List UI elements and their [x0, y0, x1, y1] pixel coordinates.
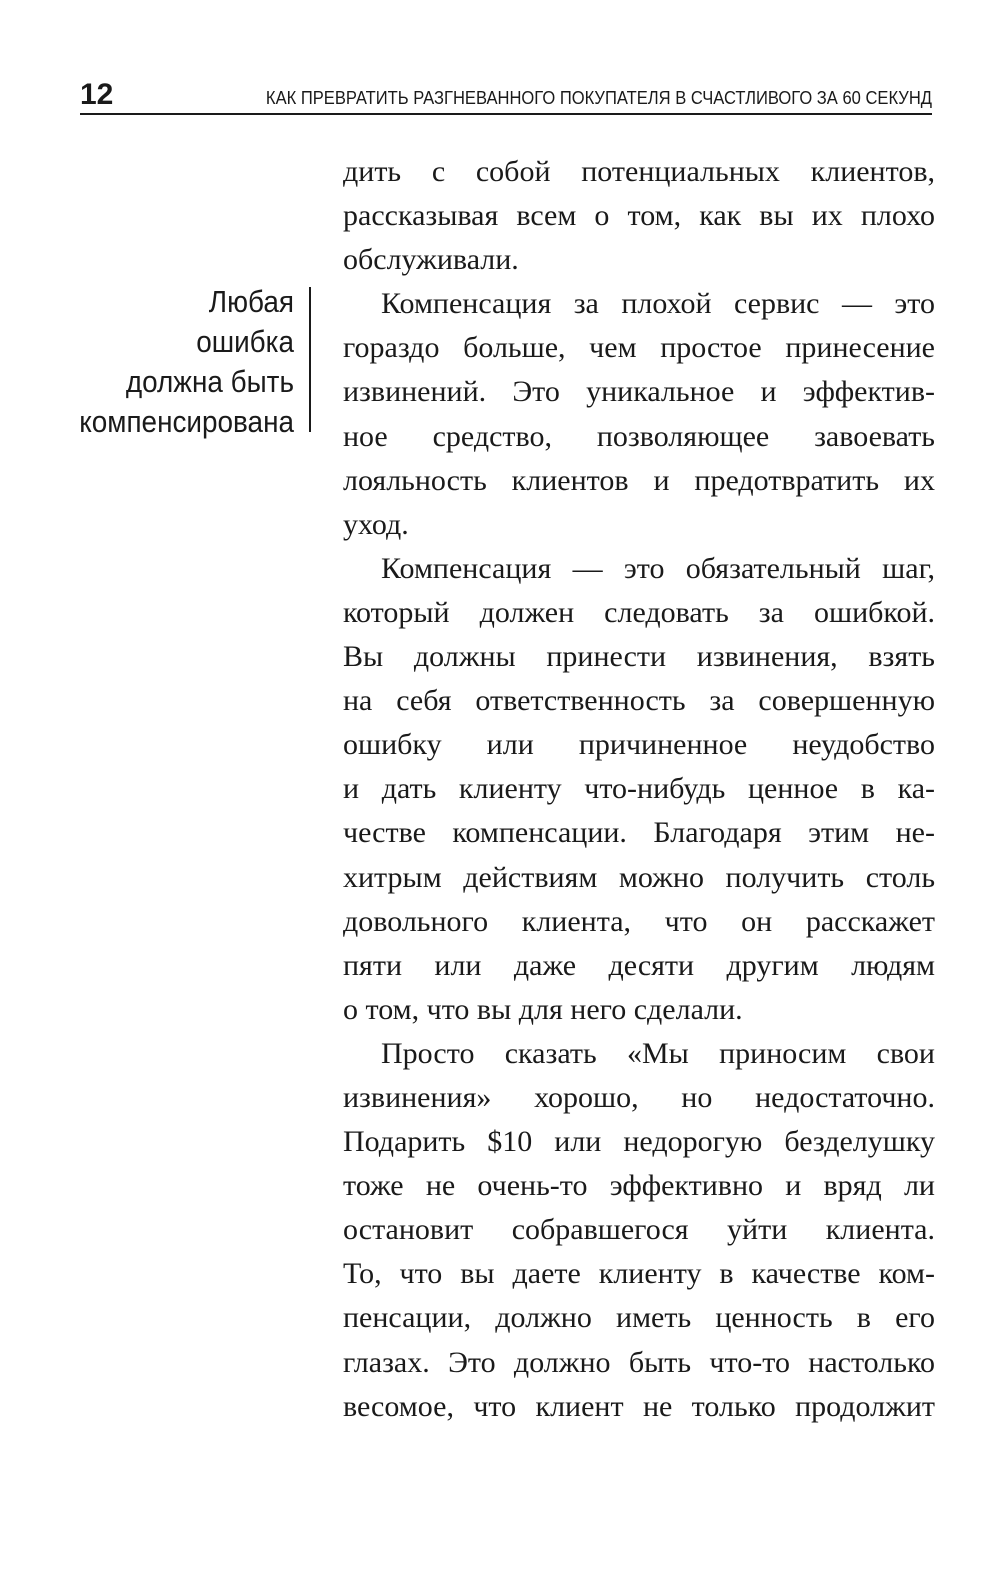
margin-note-rule: [309, 287, 311, 432]
body-line: обслуживали.: [343, 243, 519, 277]
margin-note-line: Любая: [208, 284, 294, 319]
body-line: пяти или даже десяти другим людям: [343, 948, 935, 982]
body-line: извинения» хорошо, но недостаточно.: [343, 1080, 935, 1114]
body-line: остановит собравшегося уйти клиента.: [343, 1213, 935, 1247]
body-line: на себя ответственность за совершенную: [343, 684, 935, 718]
body-line: который должен следовать за ошибкой.: [343, 595, 935, 629]
body-line: То, что вы даете клиенту в качестве ком-: [343, 1257, 935, 1291]
body-line: Подарить $10 или недорогую безделушку: [343, 1125, 935, 1159]
body-line: о том, что вы для него сделали.: [343, 992, 743, 1026]
margin-note-line: должна быть: [125, 364, 294, 399]
body-line: и дать клиенту что-нибудь ценное в ка-: [343, 772, 935, 806]
body-text: [343, 150, 935, 1429]
margin-note-line: компенсирована: [79, 404, 294, 439]
body-line: уход.: [343, 507, 409, 541]
running-title: КАК ПРЕВРАТИТЬ РАЗГНЕВАННОГО ПОКУПАТЕЛЯ В СЧАСТЛИВОГО ЗА 60 СЕКУНД: [265, 88, 932, 108]
margin-note: [40, 282, 294, 442]
body-line: хитрым действиям можно получить столь: [343, 860, 935, 894]
body-line: рассказывая всем о том, как вы их плохо: [343, 199, 935, 233]
body-line: Компенсация — это обязательный шаг,: [381, 551, 935, 585]
body-line: извинений. Это уникальное и эффектив-: [343, 375, 935, 409]
body-line: ошибку или причиненное неудобство: [343, 728, 935, 762]
body-line: тоже не очень-то эффективно и вряд ли: [343, 1169, 935, 1203]
running-header: [80, 70, 932, 110]
margin-note-line: ошибка: [196, 324, 294, 359]
body-line: дить с собой потенциальных клиентов,: [343, 155, 935, 188]
body-line: гораздо больше, чем простое принесение: [343, 331, 935, 365]
body-line: Компенсация за плохой сервис — это: [381, 287, 935, 321]
body-line: лояльность клиентов и предотвратить их: [343, 463, 935, 497]
page-number: 12: [80, 78, 114, 111]
body-line: Просто сказать «Мы приносим свои: [381, 1036, 935, 1070]
body-line: честве компенсации. Благодаря этим не-: [343, 816, 935, 850]
body-line: глазах. Это должно быть что-то настолько: [343, 1345, 935, 1379]
header-rule: [80, 113, 932, 115]
body-line: пенсации, должно иметь ценность в его: [343, 1301, 935, 1335]
body-line: довольного клиента, что он расскажет: [343, 904, 935, 938]
body-line: Вы должны принести извинения, взять: [343, 640, 935, 674]
body-line: весомое, что клиент не только продолжит: [343, 1389, 935, 1423]
body-line: ное средство, позволяющее завоевать: [343, 419, 935, 453]
